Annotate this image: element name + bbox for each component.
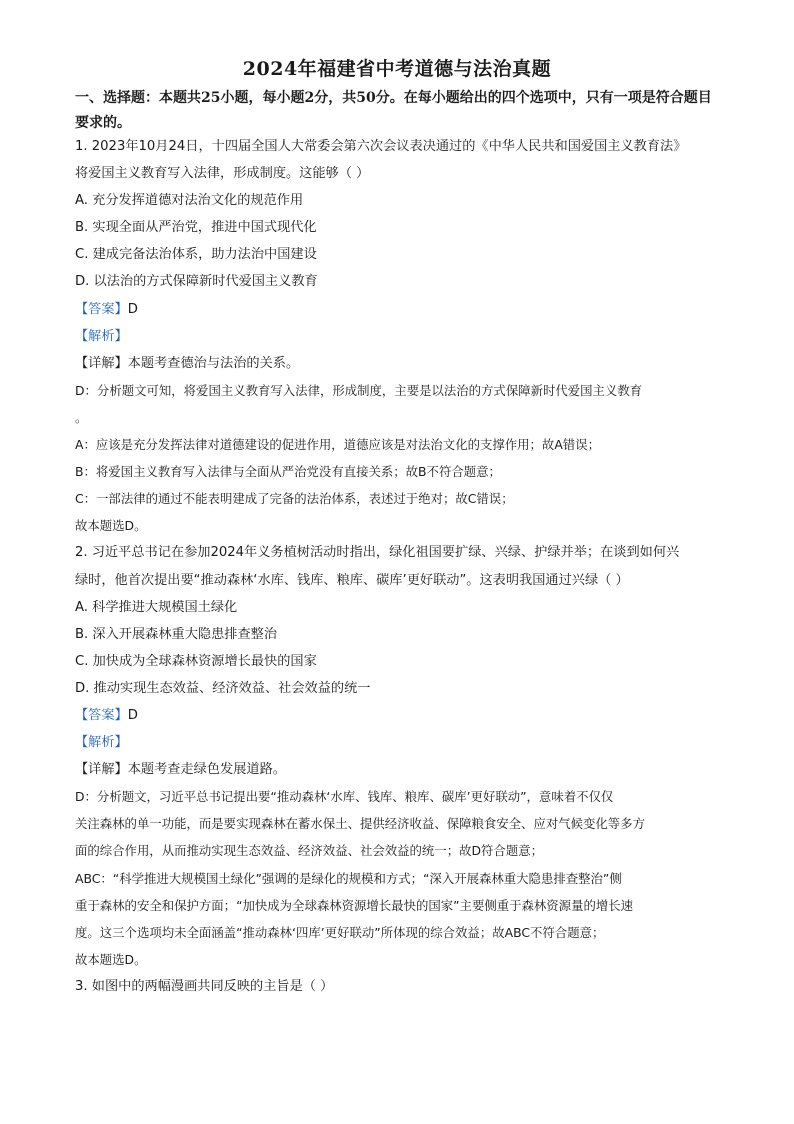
q2-answer-label: 【答案】 — [75, 707, 128, 723]
q2-explain-abc-3: 度。这三个选项均未全面涵盖“推动森林‘四库’更好联动”所体现的综合效益；故ABC不符合题意； — [75, 924, 605, 940]
q1-option-d: D. 以法治的方式保障新时代爱国主义教育 — [75, 274, 318, 290]
q1-conclusion: 故本题选D。 — [75, 518, 147, 534]
q2-explain-abc-1: ABC：“科学推进大规模国土绿化”强调的是绿化的规模和方式；“深入开展森林重大隐患排查整治”侧 — [75, 870, 622, 886]
q1-option-b: B. 实现全面从严治党，推进中国式现代化 — [75, 220, 317, 236]
q1-explain-d: D：分析题文可知，将爱国主义教育写入法律，形成制度，主要是以法治的方式保障新时代爱国主义教育 — [75, 382, 643, 398]
q2-analysis-label: 【解析】 — [75, 735, 128, 751]
q1-explain-a: A：应该是充分发挥法律对道德建设的促进作用，道德应该是对法治文化的支撑作用；故A错误； — [75, 437, 600, 453]
q1-analysis-label: 【解析】 — [75, 328, 128, 344]
q2-answer-value: D — [127, 707, 138, 723]
page-title: 2024年福建省中考道德与法治真题 — [242, 58, 552, 80]
q1-option-c: C. 建成完备法治体系，助力法治中国建设 — [75, 247, 317, 263]
q1-explain-b: B：将爱国主义教育写入法律与全面从严治党没有直接关系；故B不符合题意； — [75, 464, 501, 480]
q1-explain-d-cont: 。 — [75, 409, 88, 425]
q1-option-a: A. 充分发挥道德对法治文化的规范作用 — [75, 193, 304, 209]
q2-option-d: D. 推动实现生态效益、经济效益、社会效益的统一 — [75, 680, 371, 696]
q1-stem-line-2: 将爱国主义教育写入法律，形成制度。这能够（ ） — [75, 166, 370, 182]
q2-answer — [75, 702, 725, 729]
section-heading: 一、选择题：本题共25小题，每小题2分，共50分。在每小题给出的四个选项中，只有一项是符合题目要求的。 — [75, 90, 712, 131]
q2-conclusion: 故本题选D。 — [75, 951, 147, 967]
question-content — [75, 133, 725, 1000]
q1-detail: 【详解】本题考查德治与法治的关系。 — [75, 355, 300, 371]
q1-stem-line-1: 1. 2023年10月24日，十四届全国人大常委会第六次会议表决通过的《中华人民共和国爱国主义教育法》 — [75, 139, 687, 154]
q1-answer-label: 【答案】 — [75, 301, 128, 317]
q1-answer-value: D — [127, 301, 138, 317]
q3-stem-line-1: 3. 如图中的两幅漫画共同反映的主旨是（ ） — [75, 978, 334, 994]
q2-stem-line-2: 绿时，他首次提出要“推动森林‘水库、钱库、粮库、碳库’更好联动”。这表明我国通过兴绿（ ） — [75, 572, 629, 588]
q2-explain-abc-2: 重于森林的安全和保护方面；“加快成为全球森林资源增长最快的国家”主要侧重于森林资源量的增长速 — [75, 897, 634, 913]
q2-explain-d-1: D：分析题文，习近平总书记提出要“推动森林‘水库、钱库、粮库、碳库’更好联动”，意味着不仅仅 — [75, 789, 614, 805]
q2-option-a: A. 科学推进大规模国土绿化 — [75, 599, 238, 615]
q2-detail: 【详解】本题考查走绿色发展道路。 — [75, 762, 286, 778]
q2-option-b: B. 深入开展森林重大隐患排查整治 — [75, 626, 278, 642]
q2-option-c: C. 加快成为全球森林资源增长最快的国家 — [75, 653, 317, 669]
q2-explain-d-2: 关注森林的单一功能，而是要实现森林在蓄水保土、提供经济收益、保障粮食安全、应对气候变化等多方 — [75, 816, 645, 832]
q2-explain-d-3: 面的综合作用，从而推动实现生态效益、经济效益、社会效益的统一；故D符合题意； — [75, 843, 543, 859]
q1-explain-c: C：一部法律的通过不能表明建成了完备的法治体系，表述过于绝对；故C错误； — [75, 491, 514, 507]
q2-stem-line-1: 2. 习近平总书记在参加2024年义务植树活动时指出，绿化祖国要扩绿、兴绿、护绿并举；在谈到如何兴 — [75, 545, 680, 561]
q1-answer — [75, 296, 725, 323]
